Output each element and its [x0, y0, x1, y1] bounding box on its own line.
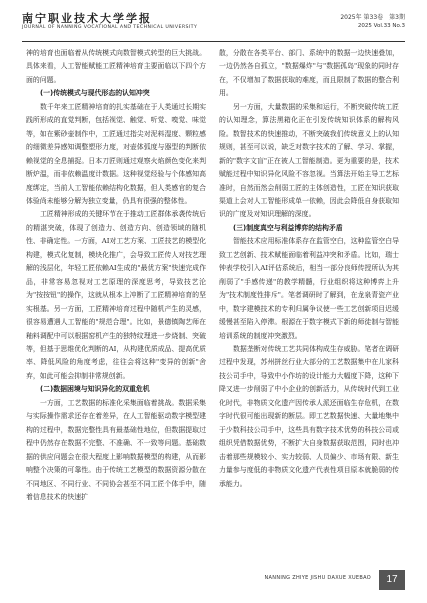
paragraph: 散，分散在各类平台、部门、系统中的数据一边快速叠加，一边仍然各自孤立，"数据爆炸"与"数据孤岛"现象的同时存在，不仅增加了数据获取的难度，而且限制了数据的整合利用。	[219, 49, 399, 98]
paragraph: 工匠精神形成的关键环节在于推动工匠群体承袭传统后的精湛突破，体现了创造力、创造方向、创造领域的随机性、非确定性。一方面，AI对工艺方案、工匠技艺的模型化构建，模式化复制，模块化推广，会导致工匠传人对技艺理解的浅层化，年轻工匠依赖AI生成的"最优方案"快速完成作品，非常容易忽视对工艺原理的深度思考，导致技艺沦为"按按钮"的操作，这就从根本上冲断了工匠精神培育的坚实根基。另一方面，工匠精神培育过程中随机产生的灵感，很容易遭遇人工智能的"规范合理"。比如，景德镇陶艺师在釉料调配中可以根据窑机产生的独特纹理进一步烧制、突破等，但基于思维优化判断的AI，从构建优质成品、提高优质率、降低风险的角度考虑，往往会将这种"变异的创新"舍弃，如此可能会抑制非常规创新。	[26, 210, 206, 380]
section-heading: (二)数据困境与知识异化的双重危机	[40, 385, 150, 394]
paragraph: 智能技术应用标准体系存在监管空白，这种监管空白导致工艺创新、技术赋能面临着利益冲突和矛盾。比如，瑞士钟表学校引入AI评估系统后，相当一部分良师传授所认为其削弱了"手感传递"的教学精髓，行业组织将这种博弈上升为"技术制度性排斥"。笔者调研时了解到，在龙泉青瓷产业中，数字建模技术的专利归属争议使一些工艺创新项目迟缓缓慢甚至陷入停滞。根源在于数字模式下新的师徒制与智能培训系统的制度冲突激烈。	[219, 237, 399, 340]
page-number: 17	[379, 570, 405, 590]
paragraph: 数千年来工匠精神培育的扎实基础在于人类通过长期实践所形成的直觉判断，包括视觉、触觉、听觉、嗅觉、味觉等，如在紫砂壶制作中，工匠通过指尖对泥料湿度、颗粒感的细微差异感知调整塑形力度，对壶体弧度与器型的判断依赖视觉的全息捕捉。日本刀匠则通过观察火焰颜色变化来判断炉温，而非依赖温度计数据。这种视觉经验与个体感知高度绑定，当前人工智能依赖结构化数据，但人类感官的复合体验尚未能够分解为独立变量，仍具有很强的整体性。	[26, 102, 206, 205]
left-column	[26, 47, 206, 504]
journal-title: 南宁职业技术大学学报	[22, 12, 152, 25]
issue-label: 2025年 第33卷 第3期	[340, 14, 405, 21]
journal-english-title: JOURNAL OF NANNING VOCATIONAL AND TECHNICAL UNIVERSITY	[22, 25, 198, 30]
section-heading: (一)传统模式与现代形态的认知冲突	[40, 89, 150, 98]
paragraph: 神的培育也面临着从传统模式向数智模式转型的巨大挑战。具体来看，人工智能赋能工匠精神培育主要面临以下四个方面的问题。	[26, 49, 206, 84]
paragraph: 数据垄断对传统工艺共同体构成生存威胁。笔者在调研过程中发现，苏州拼丝行业大部分的工艺数据集中在儿家科技公司手中，导致中小作坊的设计能力大幅度下降，这种下降又进一步削弱了中小企业的创新活力，从传统时代到工业化时代，非物质文化遗产因传承人派还面临生存危机，在数字时代很可能出现新的断层。即工艺数据快速、大量地集中于少数科技公司手中，这些具有数字技术优势的科技公司或组织凭借数据优势，不断扩大自身数据获取范围，同时也冲击着那些规模较小、实力较弱、人员偏少、市场有限、新生力量参与度低的非物质文化遗产代表性项目原本就脆弱的传承能力。	[219, 344, 399, 488]
page-header	[22, 8, 405, 42]
header-rule	[22, 41, 405, 42]
footer-journal-name: NANNING ZHIYE JISHU DAXUE XUEBAO	[264, 575, 371, 581]
right-column	[219, 47, 399, 491]
page-footer	[22, 570, 405, 594]
paragraph: 另一方面，大量数据的采集和运行，不断突破传统工匠的认知理念，算法黑箱化正在引发传统知识体系的解构风险。数智技术的快速推动，不断突破我们传统意义上的认知规则，甚至可以说，缺乏对数字技术的了解、学习、掌握，新的"数字文盲"正在被人工智能制造。更为重要的是，技术赋能过程中知识异化风险不容忽视。当算法开始主导工艺标准时，自然而然会削弱工匠的主体创造性，工匠在知识获取渠道上会对人工智能形成单一依赖，因此会降低自身获取知识的广度及对知识理解的深度。	[219, 102, 399, 219]
volume-label: 2025 Vol.33 No.3	[357, 23, 405, 29]
paragraph: 一方面，工艺数据的标准化采集面临着挑战。数据采集与实际操作需求还存在着差异，在人工智能驱动数字模型建构的过程中，数据完整性具有最基础性地位，但数据提取过程中仍然存在数据不完整、不准确、不一致等问题。基础数据的供应问题会在很大程度上影响数据模型的构建，从而影响整个决策的可靠性。由于传统工艺模型的数据资源分散在不同地区、不同行业、不同协会甚至不同工匠个体手中，随着信息技术的快速扩	[26, 398, 206, 501]
section-heading: (三)制度真空与利益博弈的结构矛盾	[233, 223, 343, 232]
